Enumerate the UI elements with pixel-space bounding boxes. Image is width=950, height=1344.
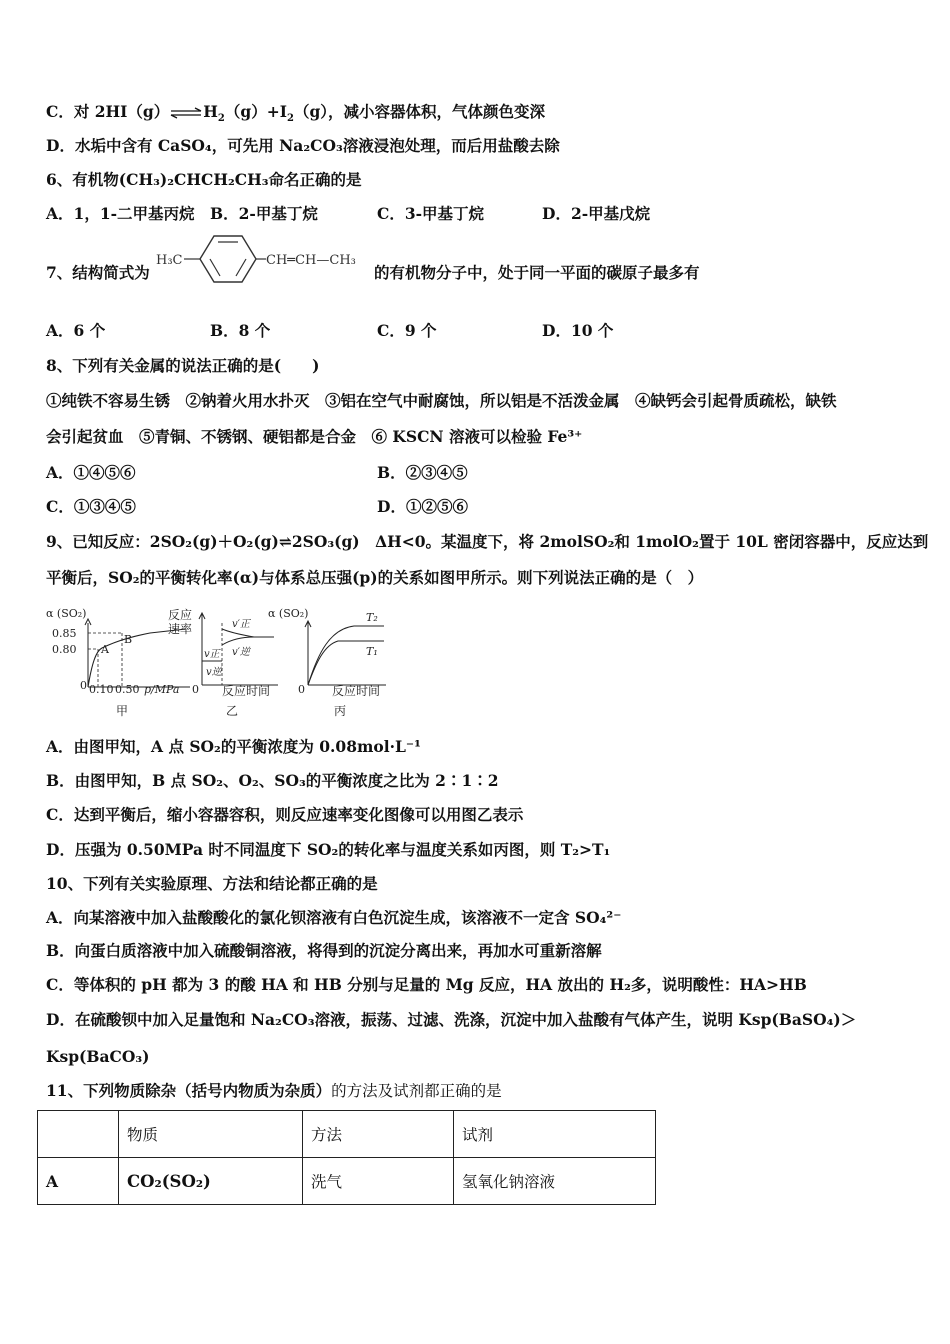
q8-stem: 8、下列有关金属的说法正确的是( ) [46, 356, 320, 375]
q7-option-d: D．10 个 [542, 321, 614, 340]
q7-option-b: B．8 个 [210, 321, 271, 340]
q10-option-a: A．向某溶液中加入盐酸酸化的氯化钡溶液有白色沉淀生成，该溶液不一定含 SO₄²⁻ [46, 908, 622, 927]
yi-v-ni: v逆 [206, 667, 222, 678]
graph-bing [268, 603, 393, 721]
table-header-cell: 物质 [119, 1111, 303, 1158]
yi-ylabel2: 速率 [168, 622, 193, 636]
jia-point-a: A [101, 643, 109, 656]
table-row [38, 1158, 656, 1205]
q5-option-c: C．对 2HI（g） $H_2(g)+I_2(g)$，减小容器体积，气体颜色变深 [46, 102, 546, 125]
q6-stem: 6、有机物(CH₃)₂CHCH₂CH₃命名正确的是 [46, 170, 362, 189]
table-cell: A [38, 1158, 119, 1205]
q10-option-d-continued: Ksp(BaCO₃) [46, 1047, 150, 1066]
yi-v2-ni: v′逆 [232, 647, 250, 658]
q9-option-b: B．由图甲知，B 点 SO₂、O₂、SO₃的平衡浓度之比为 2∶1∶2 [46, 771, 499, 790]
option-text: H [203, 102, 218, 121]
bing-caption: 丙 [334, 704, 347, 718]
structure-left-group: H₃C [156, 253, 183, 268]
q9-option-d: D．压强为 0.50MPa 时不同温度下 SO₂的转化率与温度关系如丙图，则 T₂>T₁ [46, 840, 611, 859]
q9-option-c: C．达到平衡后，缩小容器容积，则反应速率变化图像可以用图乙表示 [46, 805, 524, 824]
q8-option-b: B．②③④⑤ [377, 463, 468, 482]
q9-stem-line2: 平衡后，SO₂的平衡转化率(α)与体系总压强(p)的关系如图甲所示。则下列说法正确的是（ ） [46, 568, 704, 587]
option-text: 水垢中含有 CaSO₄，可先用 Na₂CO₃溶液浸泡处理，而后用盐酸去除 [74, 136, 560, 155]
yi-v2-zheng: v′正 [232, 619, 250, 630]
structural-formula-diagram [156, 232, 376, 286]
option-label: D． [46, 136, 75, 155]
jia-x2: 0.50 [115, 683, 140, 696]
bing-t2: T₂ [366, 611, 378, 624]
q11-stem-bold: 11、下列物质除杂（括号内物质为杂质） [46, 1081, 332, 1100]
jia-origin: 0 [80, 679, 87, 692]
option-text: （g）+I [224, 102, 287, 121]
q8-option-d: D．①②⑤⑥ [377, 497, 468, 516]
q7-stem-a: 7、结构简式为 [46, 263, 150, 282]
table-cell: 洗气 [303, 1158, 454, 1205]
q11-stem [46, 1081, 502, 1101]
q8-option-c: C．①③④⑤ [46, 497, 136, 516]
bing-ylabel: α (SO₂) [268, 607, 309, 620]
q7-stem-b: 的有机物分子中，处于同一平面的碳原子最多有 [374, 263, 700, 282]
q11-stem-normal: 的方法及试剂都正确的是 [331, 1082, 502, 1100]
jia-y2: 0.80 [52, 643, 77, 656]
yi-ylabel1: 反应 [168, 608, 193, 622]
yi-xlabel: 反应时间 [222, 684, 271, 698]
q10-option-b: B．向蛋白质溶液中加入硫酸铜溶液，将得到的沉淀分离出来，再加水可重新溶解 [46, 941, 602, 960]
q8-items-line2: 会引起贫血 ⑤青铜、不锈钢、硬铝都是合金 ⑥ KSCN 溶液可以检验 Fe³⁺ [46, 427, 583, 446]
yi-v-zheng: v正 [204, 649, 220, 660]
table-header-cell: 试剂 [454, 1111, 656, 1158]
option-text: 对 2HI（g） [73, 102, 170, 121]
table-cell: 氢氧化钠溶液 [454, 1158, 656, 1205]
jia-point-b: B [124, 633, 133, 646]
q9-stem-line1: 9、已知反应：2SO₂(g)＋O₂(g)⇌2SO₃(g) ΔH<0。某温度下，将 2molSO₂和 1molO₂置于 10L 密闭容器中，反应达到 [46, 532, 929, 551]
yi-caption: 乙 [226, 704, 239, 718]
bing-t1: T₁ [366, 645, 378, 658]
table-cell: CO₂(SO₂) [119, 1158, 303, 1205]
q10-stem: 10、下列有关实验原理、方法和结论都正确的是 [46, 874, 378, 893]
q8-option-a: A．①④⑤⑥ [46, 463, 136, 482]
option-label: C． [46, 102, 74, 121]
table-header-cell: 方法 [303, 1111, 454, 1158]
yi-origin: 0 [192, 683, 199, 696]
q6-option-d: D．2-甲基戊烷 [542, 204, 651, 223]
q8-items-line1: ①纯铁不容易生锈 ②钠着火用水扑灭 ③铝在空气中耐腐蚀，所以铝是不活泼金属 ④缺钙会引起骨质疏松，缺铁 [46, 391, 837, 410]
option-text: （g），减小容器体积，气体颜色变深 [293, 102, 546, 121]
q7-option-a: A．6 个 [46, 321, 106, 340]
structure-chain: CH═CH—CH₃ [266, 253, 356, 268]
jia-caption: 甲 [116, 704, 129, 718]
table-header-cell [38, 1111, 119, 1158]
jia-ylabel: α (SO₂) [46, 607, 87, 620]
q6-option-a: A．1，1-二甲基丙烷 [46, 204, 195, 223]
q6-option-c: C．3-甲基丁烷 [377, 204, 485, 223]
q7-option-c: C．9 个 [377, 321, 437, 340]
q11-table [37, 1110, 656, 1205]
jia-x1: 0.10 [89, 683, 114, 696]
jia-y1: 0.85 [52, 627, 77, 640]
q10-option-d: D．在硫酸钡中加入足量饱和 Na₂CO₃溶液，振荡、过滤、洗涤，沉淀中加入盐酸有气体产生，说明 Ksp(BaSO₄)＞ [46, 1010, 857, 1029]
q5-option-d [46, 136, 560, 156]
jia-xlabel: p/MPa [144, 683, 180, 696]
table-header-row [38, 1111, 656, 1158]
q9-option-a: A．由图甲知，A 点 SO₂的平衡浓度为 0.08mol·L⁻¹ [46, 737, 421, 756]
q10-option-c: C．等体积的 pH 都为 3 的酸 HA 和 HB 分别与足量的 Mg 反应，HA 放出的 H₂多，说明酸性：HA>HB [46, 975, 807, 994]
equilibrium-arrow-icon [169, 107, 203, 119]
bing-xlabel: 反应时间 [332, 684, 381, 698]
bing-origin: 0 [298, 683, 305, 696]
q6-option-b: B．2-甲基丁烷 [210, 204, 318, 223]
